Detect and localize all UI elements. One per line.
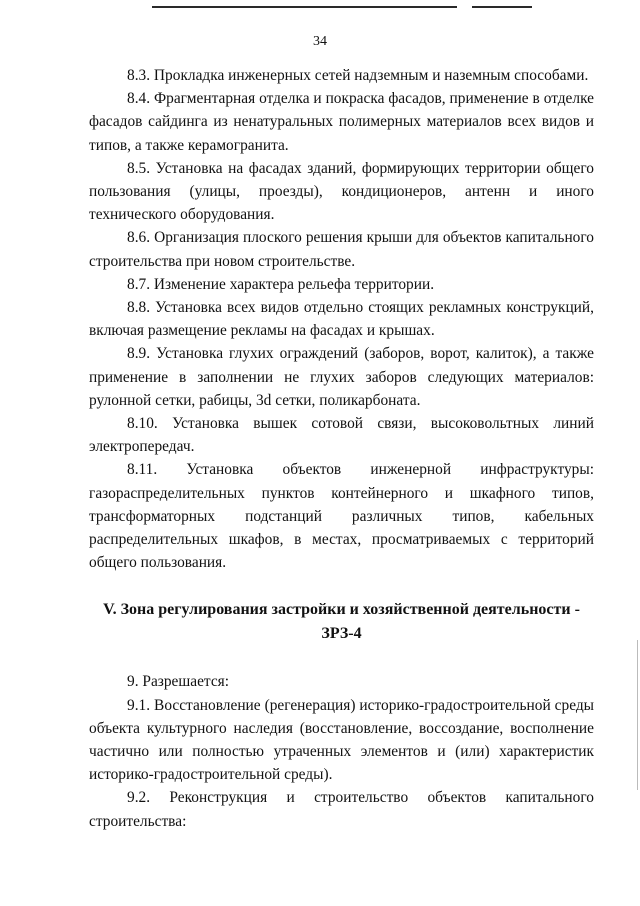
top-scan-rule bbox=[152, 6, 457, 8]
section-title-line-1: V. Зона регулирования застройки и хозяйственной деятельности - bbox=[103, 601, 580, 619]
paragraph-9-1: 9.1. Восстановление (регенерация) историко-градостроительной среды объекта культурного наследия (восстановление, воссоздание, восполнение частично или полностью утраченных элементов и (или) характеристик историко-градостроительной среды). bbox=[89, 696, 594, 784]
paragraph-8-3: 8.3. Прокладка инженерных сетей надземным и наземным способами. bbox=[127, 67, 589, 84]
document-body bbox=[89, 64, 594, 833]
paragraph-8-4: 8.4. Фрагментарная отделка и покраска фасадов, применение в отделке фасадов сайдинга из ненатуральных полимерных материалов всех видов и типов, а также керамогранита. bbox=[89, 90, 594, 154]
paragraph-8-5: 8.5. Установка на фасадах зданий, формирующих территории общего пользования (улицы, проезды), кондиционеров, антенн и иного технического оборудования. bbox=[89, 159, 594, 224]
paragraph-9: 9. Разрешается: bbox=[127, 673, 230, 691]
paragraph-8-6: 8.6. Организация плоского решения крыши для объектов капитального строительства при новом строительстве. bbox=[89, 229, 594, 270]
section-title-line-2: ЗРЗ-4 bbox=[321, 625, 362, 643]
page-number: 34 bbox=[313, 34, 327, 49]
paragraph-8-7: 8.7. Изменение характера рельефа территории. bbox=[127, 275, 435, 293]
paragraph-8-10: 8.10. Установка вышек сотовой связи, высоковольтных линий электропередач. bbox=[89, 415, 594, 456]
paragraph-9-2: 9.2. Реконструкция и строительство объектов капитального строительства: bbox=[89, 789, 594, 830]
paragraph-8-11: 8.11. Установка объектов инженерной инфраструктуры: газораспределительных пунктов контейнерного и шкафного типов, трансформаторных подстанций различных типов, кабельных распределительных шкафов, в местах, просматриваемых с территорий общего пользования. bbox=[89, 461, 594, 572]
paragraph-8-8: 8.8. Установка всех видов отдельно стоящих рекламных конструкций, включая размещение рекламы на фасадах и крышах. bbox=[89, 299, 594, 340]
section-title bbox=[89, 598, 594, 646]
paragraph-8-9: 8.9. Установка глухих ограждений (заборов, ворот, калиток), а также применение в заполнении не глухих заборов следующих материалов: рулонной сетки, рабицы, 3d сетки, поликарбоната. bbox=[89, 345, 594, 409]
scan-edge-mark bbox=[637, 640, 638, 790]
top-scan-rule-right bbox=[472, 6, 532, 8]
